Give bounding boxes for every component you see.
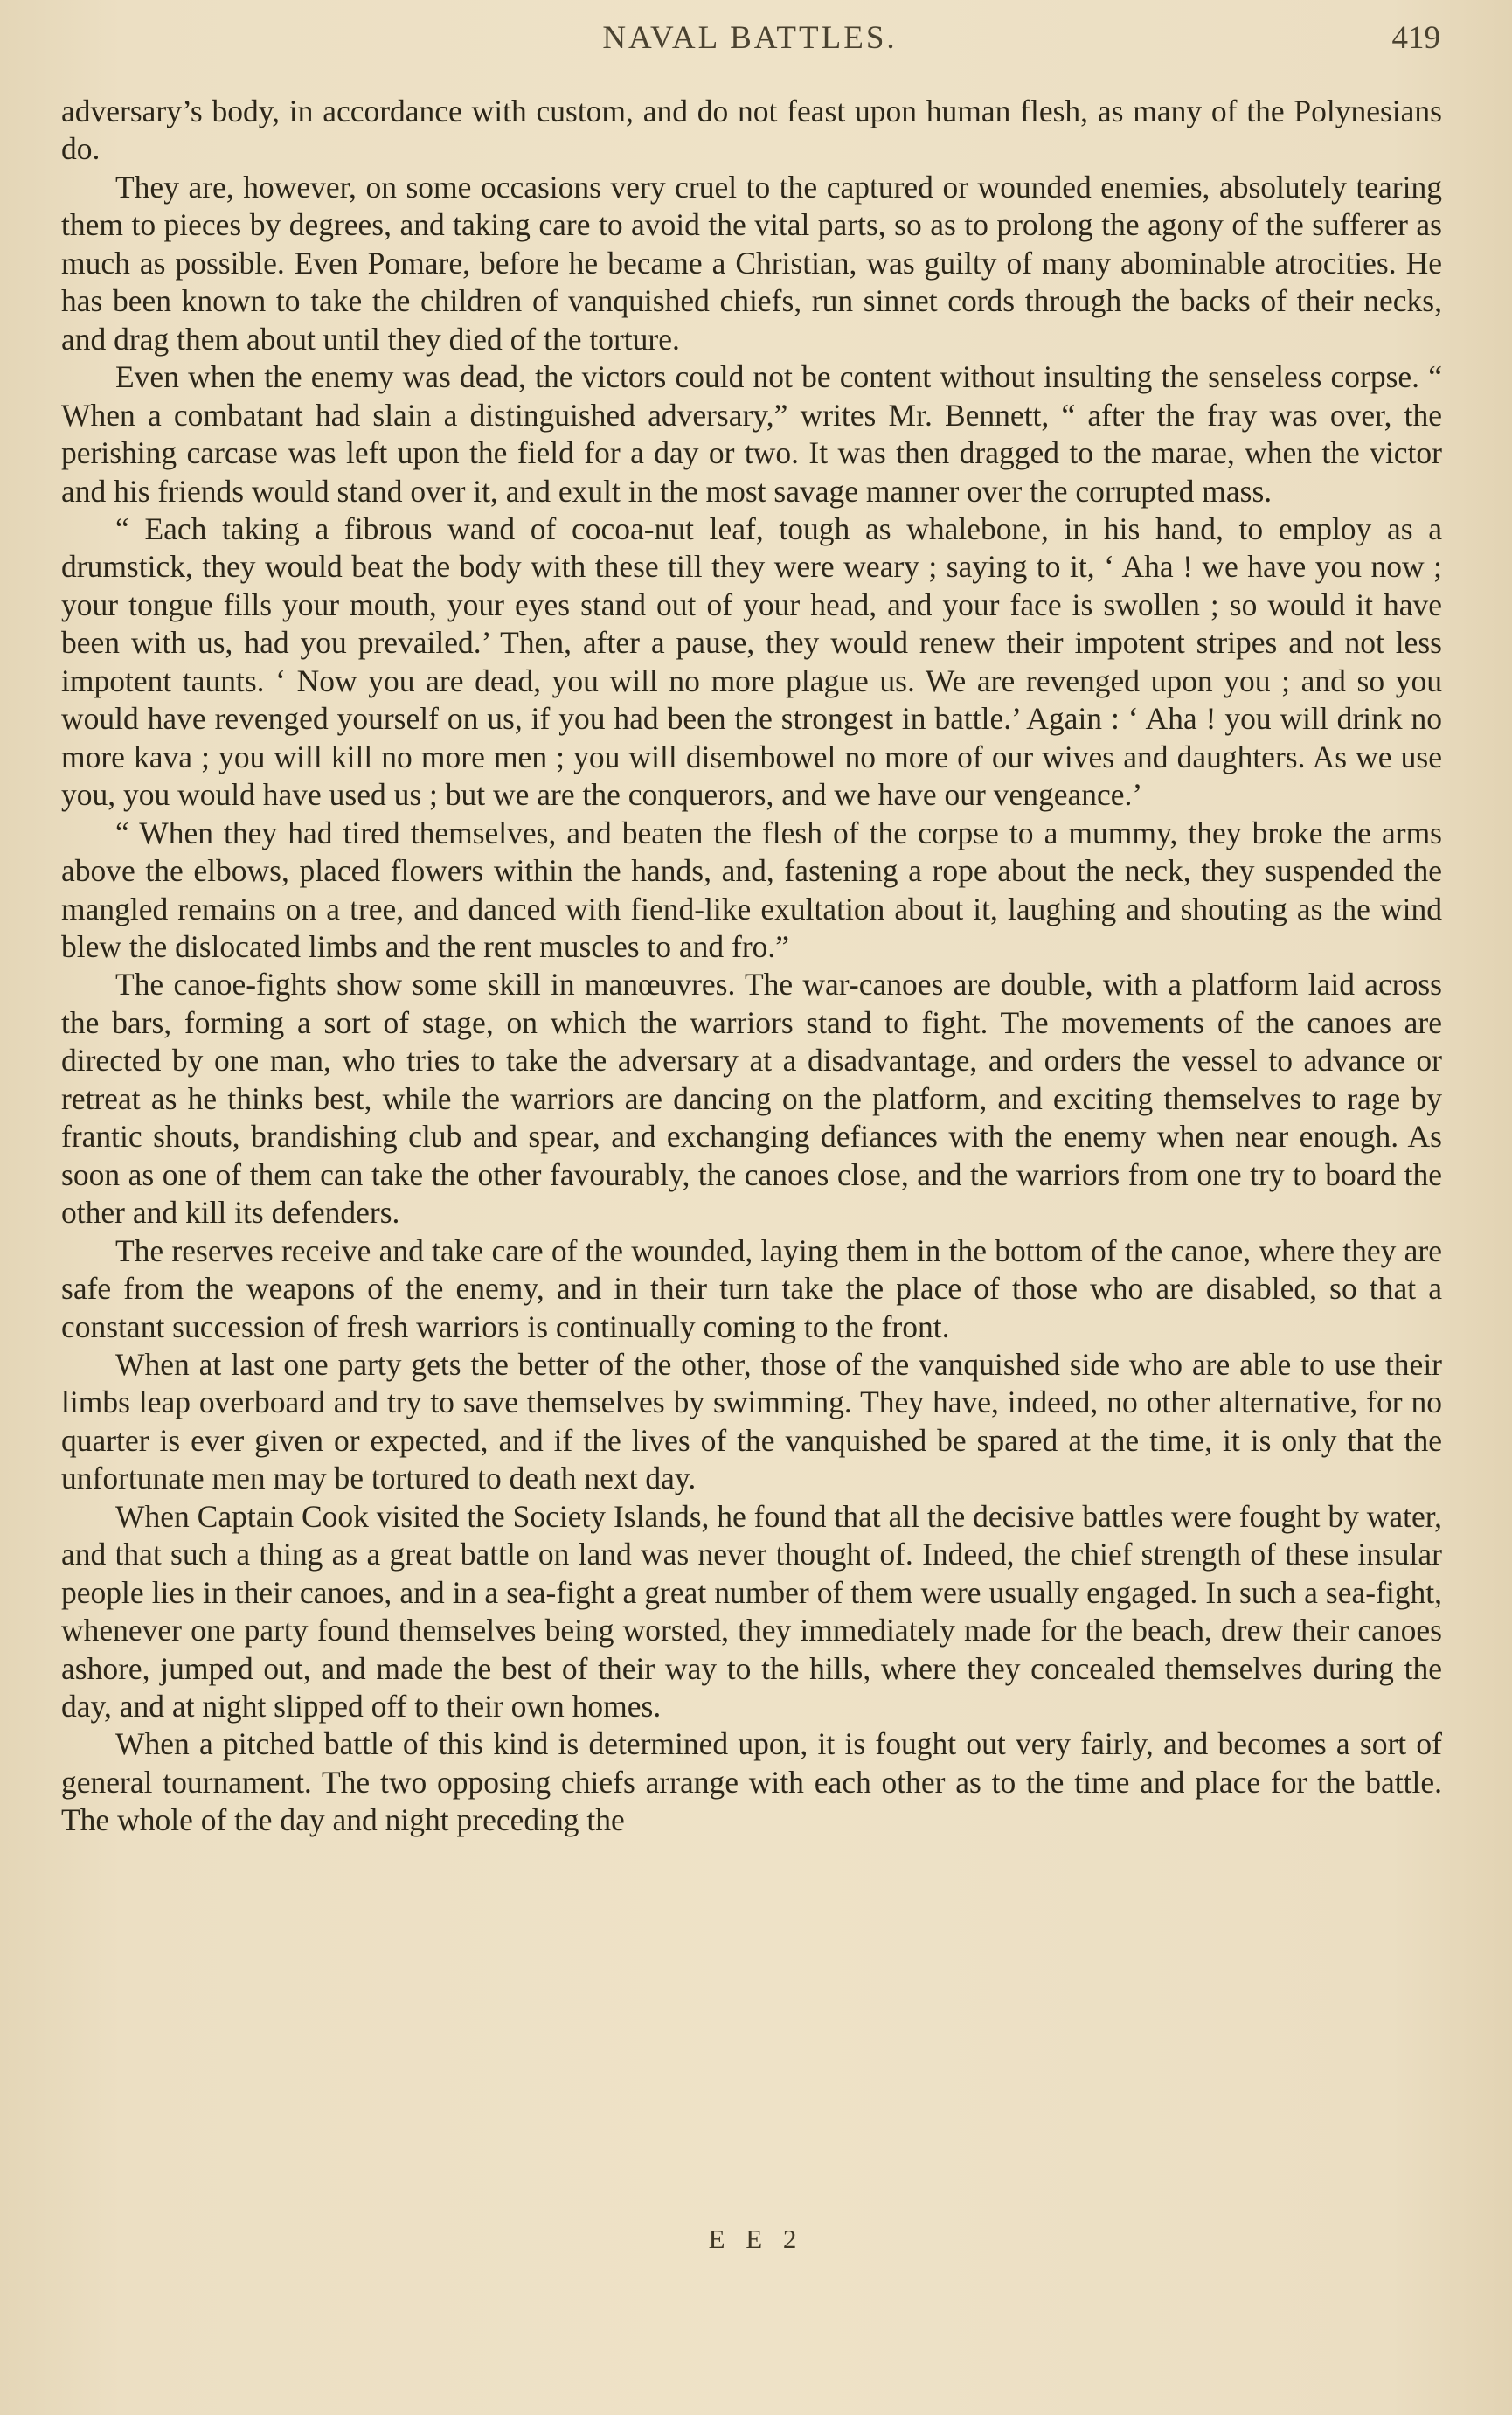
paragraph: “ Each taking a fibrous wand of cocoa-nut leaf, tough as whalebone, in his hand, to employ as a drumstick, they would beat the body with these till they were weary ; saying to it, ‘ Aha ! we have you now ; your tongue fills your mouth, your eyes stand out of your head, and your face is swollen ; so would it have been with us, had you prevailed.’ Then, after a pause, they would renew their impotent stripes and not less impotent taunts. ‘ Now you are dead, you will no more plague us. We are revenged upon you ; and so you would have revenged yourself on us, if you had been the strongest in battle.’ Again : ‘ Aha ! you will drink no more kava ; you will kill no more men ; you will disembowel no more of our wives and daughters. As we use you, you would have used us ; but we are the conquerors, and we have our vengeance.’ — [61, 510, 1442, 813]
paragraph: When Captain Cook visited the Society Islands, he found that all the decisive battles were fought by water, and that such a thing as a great battle on land was never thought of. Indeed, the chief strength of these insular people lies in their canoes, and in a sea-fight a great number of them were usually engaged. In such a sea-fight, whenever one party found themselves being worsted, they immediately made for the beach, drew their canoes ashore, jumped out, and made the best of their way to the hills, where they concealed themselves during the day, and at night slipped off to their own homes. — [61, 1498, 1442, 1725]
paragraph: The reserves receive and take care of the wounded, laying them in the bottom of the canoe, where they are safe from the weapons of the enemy, and in their turn take the place of those who are disabled, so that a constant succession of fresh warriors is continually coming to the front. — [61, 1232, 1442, 1344]
body-text — [61, 93, 1442, 1840]
paragraph: When a pitched battle of this kind is determined upon, it is fought out very fairly, and becomes a sort of general tournament. The two opposing chiefs arrange with each other as to the time and place for the battle. The whole of the day and night preceding the — [61, 1726, 1442, 1838]
running-head — [59, 19, 1440, 68]
running-title: NAVAL BATTLES. — [602, 20, 898, 56]
paragraph: Even when the enemy was dead, the victors could not be content without insulting the senseless corpse. “ When a combatant had slain a distinguished adversary,” writes Mr. Bennett, “ after the fray was over, the perishing carcase was left upon the field for a day or two. It was then dragged to the marae, when the victor and his friends would stand over it, and exult in the most savage manner over the corrupted mass. — [61, 359, 1442, 509]
paragraph-continued: adversary’s body, in accordance with custom, and do not feast upon human flesh, as many of the Polynesians do. — [61, 94, 1442, 167]
paragraph: “ When they had tired themselves, and beaten the flesh of the corpse to a mummy, they broke the arms above the elbows, placed flowers within the hands, and, fastening a rope about the neck, they suspended the mangled remains on a tree, and danced with fiend-like exultation about it, laughing and shouting as the wind blew the dislocated limbs and the rent muscles to and fro.” — [61, 815, 1442, 964]
signature-mark: E E 2 — [708, 2224, 804, 2254]
paragraph: The canoe-fights show some skill in manœuvres. The war-canoes are double, with a platform laid across the bars, forming a sort of stage, on which the warriors stand to fight. The movements of the canoes are directed by one man, who tries to take the adversary at a disadvantage, and orders the vessel to advance or retreat as he thinks best, while the warriors are dancing on the platform, and exciting themselves to rage by frantic shouts, brandishing club and spear, and exchanging defiances with the enemy when near enough. As soon as one of them can take the other favourably, the canoes close, and the warriors from one try to board the other and kill its defenders. — [61, 967, 1442, 1231]
paragraph: They are, however, on some occasions very cruel to the captured or wounded enemies, absolutely tearing them to pieces by degrees, and taking care to avoid the vital parts, so as to prolong the agony of the sufferer as much as possible. Even Pomare, before he became a Christian, was guilty of many abominable atrocities. He has been known to take the children of vanquished chiefs, run sinnet cords through the backs of their necks, and drag them about until they died of the torture. — [61, 169, 1442, 357]
page-number: 419 — [1391, 20, 1440, 56]
paragraph: When at last one party gets the better of the other, those of the vanquished side who are able to use their limbs leap overboard and try to save themselves by swimming. They have, indeed, no other alternative, for no quarter is ever given or expected, and if the lives of the vanquished be spared at the time, it is only that the unfortunate men may be tortured to death next day. — [61, 1346, 1442, 1496]
